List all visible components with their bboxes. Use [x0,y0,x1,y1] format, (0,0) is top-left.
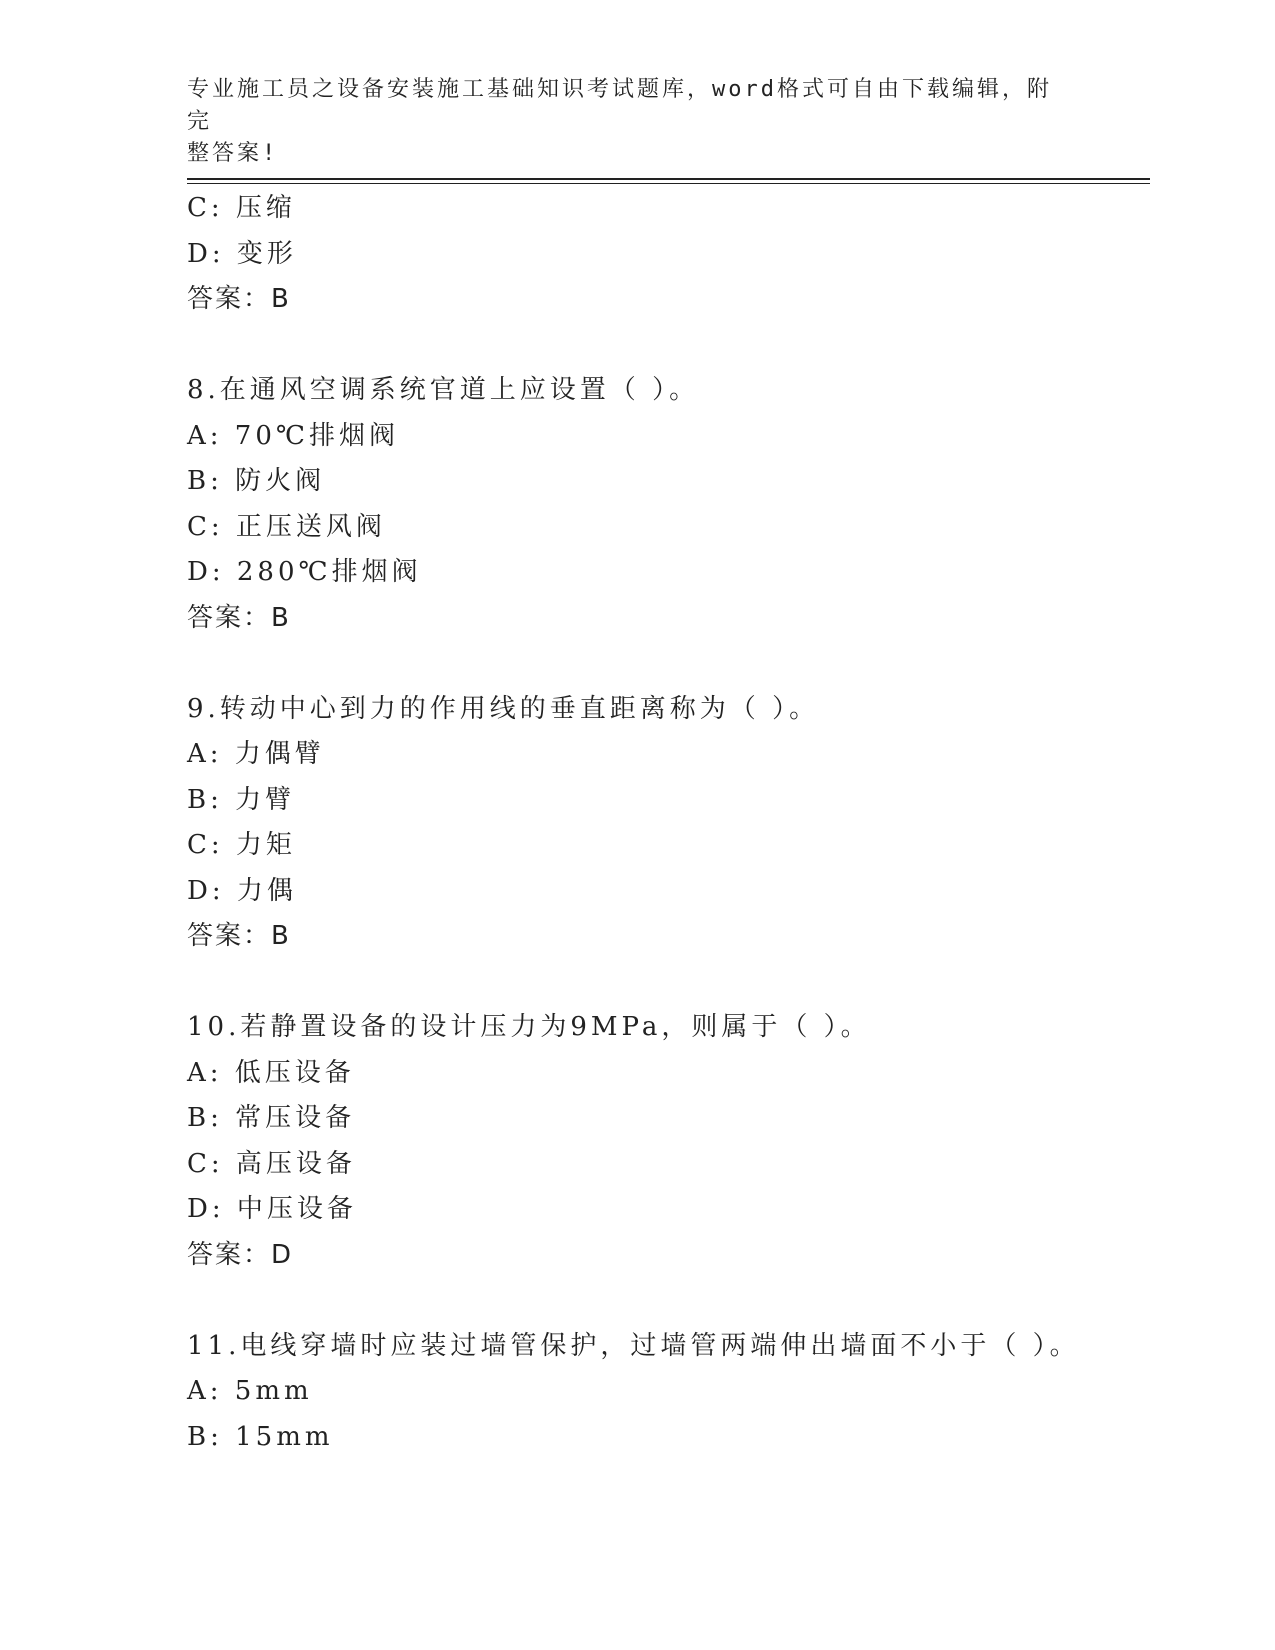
question-9-option-b: B: 力臂 [187,784,296,815]
answer: 答案：B [187,284,291,314]
header-divider [187,178,1150,180]
question-8-answer: 答案：B [187,602,291,633]
question-10-answer: 答案：D [187,1239,294,1270]
question-8: 8.在通风空调系统官道上应设置（ ）。 [187,375,700,405]
question-10-option-c: C: 高压设备 [187,1148,356,1179]
question-11-option-b: B: 15mm [187,1421,334,1452]
question-9-answer: 答案：B [187,921,291,951]
question-9: 9.转动中心到力的作用线的垂直距离称为（ ）。 [187,693,820,724]
question-11-option-a: A: 5mm [187,1376,313,1406]
question-9-option-a: A: 力偶臂 [187,739,325,769]
question-10-option-a: A: 低压设备 [187,1057,355,1088]
question-list [187,186,1150,1460]
question-11: 11.电线穿墙时应装过墙管保护，过墙管两端伸出墙面不小于（ ）。 [187,1330,1080,1361]
question-8-option-a: A: 70℃排烟阀 [187,420,399,451]
question-9-option-d: D: 力偶 [187,875,297,906]
question-10-option-b: B: 常压设备 [187,1103,356,1133]
header-line-1: 专业施工员之设备安装施工基础知识考试题库，word格式可自由下载编辑，附完 [187,77,1052,134]
document-header [187,74,1067,170]
question-10: 10.若静置设备的设计压力为9MPa，则属于（ ）。 [187,1012,871,1042]
question-8-option-d: D: 280℃排烟阀 [187,557,422,587]
question-10-option-d: D: 中压设备 [187,1194,357,1224]
question-8-option-b: B: 防火阀 [187,466,326,496]
header-divider-thin [187,183,1150,184]
question-8-option-c: C: 正压送风阀 [187,511,386,542]
question-9-option-c: C: 力矩 [187,830,296,860]
option-c: C: 压缩 [187,193,296,223]
option-d: D: 变形 [187,238,297,269]
header-line-2: 整答案! [187,141,279,166]
